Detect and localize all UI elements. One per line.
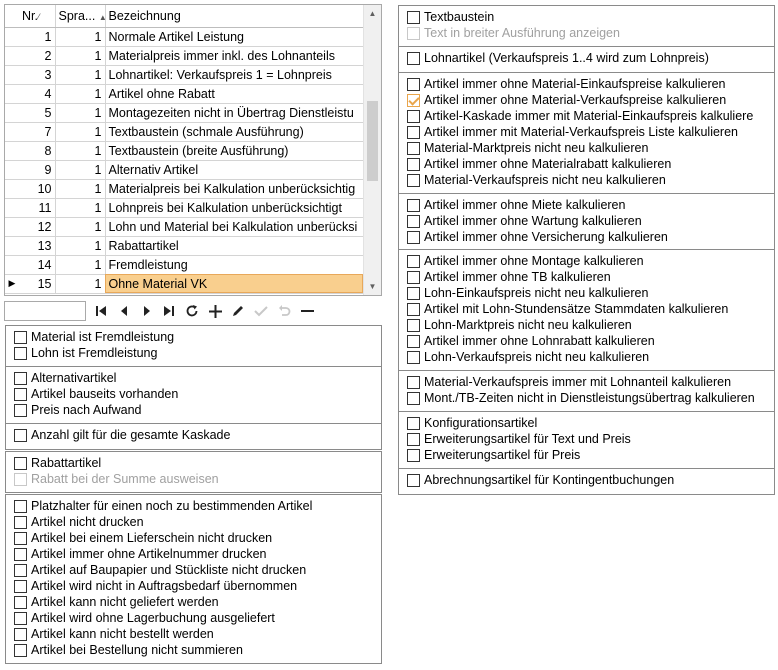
checkbox-label: Mont./TB-Zeiten nicht in Dienstleistungsübertrag kalkulieren bbox=[424, 391, 755, 405]
checkbox-label: Artikel wird nicht in Auftragsbedarf übernommen bbox=[31, 579, 298, 593]
table-row[interactable] bbox=[5, 141, 363, 160]
checkbox-icon[interactable] bbox=[407, 11, 420, 24]
checkbox-icon[interactable] bbox=[407, 110, 420, 123]
checkbox-icon[interactable] bbox=[14, 516, 27, 529]
checkbox-label: Erweiterungsartikel für Text und Preis bbox=[424, 432, 631, 446]
column-header-sprache[interactable]: Spra... ▲ bbox=[55, 5, 105, 27]
sort-ascending-icon: ⁄ bbox=[37, 11, 40, 22]
cell-nr[interactable]: 3 bbox=[19, 65, 55, 84]
cell-nr[interactable]: 2 bbox=[19, 46, 55, 65]
scroll-up-icon[interactable]: ▲ bbox=[368, 9, 377, 18]
checkbox-artikel-immer-mit-material-verkaufspreis-liste-k[interactable] bbox=[407, 124, 774, 140]
checkbox-label: Rabatt bei der Summe ausweisen bbox=[31, 472, 219, 486]
checkbox-icon[interactable] bbox=[14, 564, 27, 577]
miete-wartung-group bbox=[398, 193, 775, 250]
row-indicator bbox=[5, 141, 19, 160]
table-row[interactable] bbox=[5, 122, 363, 141]
grid-table bbox=[5, 5, 364, 294]
cell-nr[interactable]: 9 bbox=[19, 160, 55, 179]
cell-nr[interactable]: 4 bbox=[19, 84, 55, 103]
checkbox-checked-icon[interactable] bbox=[407, 94, 420, 107]
checkbox-lohnartikel-verkaufspreis-1-4-wird-zum-lohnpreis[interactable] bbox=[407, 50, 774, 66]
column-header-nr[interactable]: Nr.⁄ bbox=[19, 5, 55, 27]
cell-sprache[interactable]: 1 bbox=[55, 103, 105, 122]
scroll-down-icon[interactable]: ▼ bbox=[368, 282, 377, 291]
checkbox-preis-nach-aufwand[interactable] bbox=[14, 402, 381, 418]
row-indicator bbox=[5, 236, 19, 255]
cell-sprache[interactable]: 1 bbox=[55, 27, 105, 46]
cell-sprache[interactable]: 1 bbox=[55, 84, 105, 103]
article-type-grid[interactable] bbox=[4, 4, 382, 296]
row-indicator bbox=[5, 46, 19, 65]
checkbox-icon[interactable] bbox=[407, 433, 420, 446]
table-row[interactable] bbox=[5, 160, 363, 179]
checkbox-lohn-ist-fremdleistung[interactable] bbox=[14, 345, 381, 361]
checkbox-icon[interactable] bbox=[407, 335, 420, 348]
checkbox-label: Artikel immer ohne Materialrabatt kalkulieren bbox=[424, 157, 672, 171]
checkbox-label: Konfigurationsartikel bbox=[424, 416, 538, 430]
insert-record-button[interactable] bbox=[204, 299, 226, 323]
row-indicator bbox=[5, 255, 19, 274]
checkbox-icon[interactable] bbox=[407, 142, 420, 155]
checkbox-textbaustein[interactable] bbox=[407, 9, 774, 25]
cell-sprache[interactable]: 1 bbox=[55, 236, 105, 255]
row-indicator bbox=[5, 179, 19, 198]
cell-sprache[interactable]: 1 bbox=[55, 274, 105, 293]
cell-nr[interactable]: 8 bbox=[19, 141, 55, 160]
konfiguration-group bbox=[398, 411, 775, 469]
checkbox-icon[interactable] bbox=[407, 376, 420, 389]
checkbox-label: Artikel immer ohne TB kalkulieren bbox=[424, 270, 611, 284]
checkbox-konfigurationsartikel[interactable] bbox=[407, 415, 774, 431]
checkbox-icon[interactable] bbox=[407, 303, 420, 316]
checkbox-label: Artikel-Kaskade immer mit Material-Einkaufspreis kalkuliere bbox=[424, 109, 754, 123]
checkbox-label: Material ist Fremdleistung bbox=[31, 330, 175, 344]
cell-nr[interactable]: 13 bbox=[19, 236, 55, 255]
checkbox-label: Artikel immer ohne Material-Einkaufspreise kalkulieren bbox=[424, 77, 726, 91]
checkbox-icon[interactable] bbox=[407, 52, 420, 65]
checkbox-icon[interactable] bbox=[14, 612, 27, 625]
table-row[interactable] bbox=[5, 27, 363, 46]
checkbox-icon[interactable] bbox=[14, 372, 27, 385]
table-row[interactable] bbox=[5, 274, 363, 293]
next-record-icon bbox=[142, 305, 152, 317]
checkbox-artikel-immer-ohne-montage-kalkulieren[interactable] bbox=[407, 253, 774, 269]
checkbox-label: Artikel immer ohne Miete kalkulieren bbox=[424, 198, 626, 212]
row-indicator bbox=[5, 160, 19, 179]
checkbox-artikel-immer-ohne-wartung-kalkulieren[interactable] bbox=[407, 213, 774, 229]
material-kalkulation-group bbox=[398, 72, 775, 194]
checkbox-artikel-auf-baupapier-und-stueckliste-nicht-druc[interactable] bbox=[14, 562, 381, 578]
scrollbar-thumb[interactable] bbox=[367, 101, 378, 181]
cell-bezeichnung[interactable]: Normale Artikel Leistung bbox=[105, 27, 363, 46]
checkbox-icon[interactable] bbox=[14, 347, 27, 360]
checkbox-material-ist-fremdleistung[interactable] bbox=[14, 329, 381, 345]
checkbox-platzhalter-fuer-einen-noch-zu-bestimmenden-arti[interactable] bbox=[14, 498, 381, 514]
checkbox-icon[interactable] bbox=[407, 174, 420, 187]
checkbox-artikel-bei-bestellung-nicht-summieren[interactable] bbox=[14, 642, 381, 658]
checkbox-erweiterungsartikel-fuer-preis[interactable] bbox=[407, 447, 774, 463]
kaskade-group bbox=[5, 423, 382, 450]
row-indicator bbox=[5, 217, 19, 236]
checkbox-icon[interactable] bbox=[14, 596, 27, 609]
checkbox-icon[interactable] bbox=[14, 388, 27, 401]
checkbox-label: Artikel auf Baupapier und Stückliste nicht drucken bbox=[31, 563, 307, 577]
checkbox-icon[interactable] bbox=[14, 628, 27, 641]
checkbox-artikel-mit-lohn-stundensaetze-stammdaten-kalkul[interactable] bbox=[407, 301, 774, 317]
checkbox-artikel-immer-ohne-tb-kalkulieren[interactable] bbox=[407, 269, 774, 285]
cell-bezeichnung[interactable]: Lohnartikel: Verkaufspreis 1 = Lohnpreis bbox=[105, 65, 363, 84]
cell-nr[interactable]: 15 bbox=[19, 274, 55, 293]
checkbox-label: Text in breiter Ausführung anzeigen bbox=[424, 26, 620, 40]
checkbox-rabatt-bei-der-summe-ausweisen bbox=[14, 471, 381, 487]
textbaustein-group bbox=[398, 5, 775, 47]
checkbox-icon[interactable] bbox=[14, 644, 27, 657]
cell-bezeichnung[interactable]: Fremdleistung bbox=[105, 255, 363, 274]
refresh-icon bbox=[185, 304, 199, 318]
checkbox-label: Platzhalter für einen noch zu bestimmenden Artikel bbox=[31, 499, 313, 513]
cell-sprache[interactable]: 1 bbox=[55, 122, 105, 141]
checkbox-label: Artikel bei einem Lieferschein nicht drucken bbox=[31, 531, 273, 545]
row-indicator bbox=[5, 27, 19, 46]
table-row[interactable] bbox=[5, 198, 363, 217]
post-record-button[interactable] bbox=[250, 299, 272, 323]
cell-sprache[interactable]: 1 bbox=[55, 255, 105, 274]
cell-sprache[interactable]: 1 bbox=[55, 46, 105, 65]
prior-record-icon bbox=[119, 305, 129, 317]
checkbox-label: Preis nach Aufwand bbox=[31, 403, 142, 417]
cell-bezeichnung[interactable]: Materialpreis bei Kalkulation unberücksichtig bbox=[105, 179, 363, 198]
undo-icon bbox=[278, 304, 291, 318]
table-row[interactable] bbox=[5, 236, 363, 255]
cell-bezeichnung[interactable]: Alternativ Artikel bbox=[105, 160, 363, 179]
checkbox-label: Artikel immer ohne Wartung kalkulieren bbox=[424, 214, 642, 228]
current-row-arrow-icon: ▶ bbox=[8, 278, 16, 288]
checkbox-icon[interactable] bbox=[407, 319, 420, 332]
checkbox-artikel-kann-nicht-bestellt-werden[interactable] bbox=[14, 626, 381, 642]
checkbox-artikel-immer-ohne-miete-kalkulieren[interactable] bbox=[407, 197, 774, 213]
checkbox-label: Lohn-Verkaufspreis nicht neu kalkulieren bbox=[424, 350, 650, 364]
first-record-icon bbox=[95, 305, 107, 317]
checkbox-label: Artikel bauseits vorhanden bbox=[31, 387, 179, 401]
checkbox-material-marktpreis-nicht-neu-kalkulieren[interactable] bbox=[407, 140, 774, 156]
cell-bezeichnung[interactable]: Montagezeiten nicht in Übertrag Dienstleistu bbox=[105, 103, 363, 122]
cell-bezeichnung[interactable]: Materialpreis immer inkl. des Lohnanteils bbox=[105, 46, 363, 65]
cell-nr[interactable]: 5 bbox=[19, 103, 55, 122]
checkbox-mont-tb-zeiten-nicht-in-dienstleistungsuebertrag[interactable] bbox=[407, 390, 774, 406]
checkbox-artikel-immer-ohne-lohnrabatt-kalkulieren[interactable] bbox=[407, 333, 774, 349]
checkbox-lohn-einkaufspreis-nicht-neu-kalkulieren[interactable] bbox=[407, 285, 774, 301]
checkbox-abrechnungsartikel-fuer-kontingentbuchungen[interactable] bbox=[407, 472, 774, 488]
checkbox-label: Lohn ist Fremdleistung bbox=[31, 346, 158, 360]
cell-nr[interactable]: 7 bbox=[19, 122, 55, 141]
checkbox-icon[interactable] bbox=[407, 78, 420, 91]
checkbox-material-verkaufspreis-nicht-neu-kalkulieren[interactable] bbox=[407, 172, 774, 188]
checkbox-artikel-bauseits-vorhanden[interactable] bbox=[14, 386, 381, 402]
grid-vertical-scrollbar[interactable] bbox=[363, 5, 381, 295]
checkbox-label: Material-Verkaufspreis immer mit Lohnanteil kalkulieren bbox=[424, 375, 732, 389]
checkbox-alternativartikel[interactable] bbox=[14, 370, 381, 386]
sort-up-icon: ▲ bbox=[98, 12, 107, 22]
checkbox-icon[interactable] bbox=[407, 231, 420, 244]
checkbox-label: Material-Marktpreis nicht neu kalkulieren bbox=[424, 141, 649, 155]
plus-icon bbox=[209, 305, 222, 318]
cancel-edit-button[interactable] bbox=[273, 299, 295, 323]
checkbox-artikel-immer-ohne-artikelnummer-drucken[interactable] bbox=[14, 546, 381, 562]
cell-nr[interactable]: 10 bbox=[19, 179, 55, 198]
lohnartikel-group bbox=[398, 46, 775, 73]
cell-sprache[interactable]: 1 bbox=[55, 141, 105, 160]
checkbox-icon[interactable] bbox=[407, 417, 420, 430]
checkbox-artikel-kann-nicht-geliefert-werden[interactable] bbox=[14, 594, 381, 610]
checkbox-icon[interactable] bbox=[407, 255, 420, 268]
checkbox-label: Artikel kann nicht geliefert werden bbox=[31, 595, 219, 609]
fremdleistung-group bbox=[5, 325, 382, 367]
checkbox-icon[interactable] bbox=[14, 548, 27, 561]
row-indicator bbox=[5, 65, 19, 84]
prior-record-button[interactable] bbox=[113, 299, 135, 323]
checkbox-label: Artikel wird ohne Lagerbuchung ausgeliefert bbox=[31, 611, 275, 625]
last-record-button[interactable] bbox=[158, 299, 180, 323]
cell-nr[interactable]: 14 bbox=[19, 255, 55, 274]
row-indicator bbox=[5, 84, 19, 103]
table-row[interactable] bbox=[5, 255, 363, 274]
checkbox-icon bbox=[14, 473, 27, 486]
checkbox-icon[interactable] bbox=[407, 199, 420, 212]
next-record-button[interactable] bbox=[136, 299, 158, 323]
checkbox-label: Erweiterungsartikel für Preis bbox=[424, 448, 581, 462]
table-row[interactable] bbox=[5, 179, 363, 198]
row-indicator bbox=[5, 198, 19, 217]
indicator-header bbox=[5, 5, 19, 27]
checkbox-erweiterungsartikel-fuer-text-und-preis[interactable] bbox=[407, 431, 774, 447]
delete-record-button[interactable] bbox=[296, 299, 318, 323]
checkbox-icon[interactable] bbox=[407, 271, 420, 284]
alternativ-group bbox=[5, 366, 382, 424]
checkbox-icon[interactable] bbox=[14, 457, 27, 470]
row-indicator bbox=[5, 103, 19, 122]
checkbox-label: Material-Verkaufspreis nicht neu kalkulieren bbox=[424, 173, 666, 187]
grid-search-input[interactable] bbox=[4, 301, 86, 321]
check-icon bbox=[254, 305, 268, 317]
checkbox-artikel-wird-nicht-in-auftragsbedarf-uebernommen[interactable] bbox=[14, 578, 381, 594]
checkbox-label: Anzahl gilt für die gesamte Kaskade bbox=[31, 428, 231, 442]
checkbox-text-in-breiter-ausfuehrung-anzeigen bbox=[407, 25, 774, 41]
refresh-button[interactable] bbox=[181, 299, 203, 323]
cell-sprache[interactable]: 1 bbox=[55, 198, 105, 217]
cell-nr[interactable]: 11 bbox=[19, 198, 55, 217]
cell-sprache[interactable]: 1 bbox=[55, 217, 105, 236]
row-indicator bbox=[5, 274, 19, 293]
cell-bezeichnung[interactable]: Rabattartikel bbox=[105, 236, 363, 255]
edit-record-button[interactable] bbox=[227, 299, 249, 323]
checkbox-artikel-nicht-drucken[interactable] bbox=[14, 514, 381, 530]
checkbox-lohn-marktpreis-nicht-neu-kalkulieren[interactable] bbox=[407, 317, 774, 333]
checkbox-rabattartikel[interactable] bbox=[14, 455, 381, 471]
checkbox-label: Artikel immer ohne Montage kalkulieren bbox=[424, 254, 644, 268]
checkbox-label: Lohn-Marktpreis nicht neu kalkulieren bbox=[424, 318, 632, 332]
cell-sprache[interactable]: 1 bbox=[55, 65, 105, 84]
checkbox-label: Artikel immer ohne Lohnrabatt kalkulieren bbox=[424, 334, 655, 348]
checkbox-label: Lohn-Einkaufspreis nicht neu kalkulieren bbox=[424, 286, 649, 300]
first-record-button[interactable] bbox=[90, 299, 112, 323]
lohn-kalkulation-group bbox=[398, 249, 775, 371]
checkbox-label: Artikel kann nicht bestellt werden bbox=[31, 627, 214, 641]
minus-icon bbox=[301, 310, 314, 313]
abrechnung-group bbox=[398, 468, 775, 495]
checkbox-artikel-wird-ohne-lagerbuchung-ausgeliefert[interactable] bbox=[14, 610, 381, 626]
checkbox-icon[interactable] bbox=[14, 331, 27, 344]
rabatt-group bbox=[5, 451, 382, 493]
checkbox-icon bbox=[407, 27, 420, 40]
checkbox-artikel-immer-ohne-versicherung-kalkulieren[interactable] bbox=[407, 229, 774, 245]
checkbox-material-verkaufspreis-immer-mit-lohnanteil-kalk[interactable] bbox=[407, 374, 774, 390]
row-indicator bbox=[5, 122, 19, 141]
cell-sprache[interactable]: 1 bbox=[55, 160, 105, 179]
checkbox-artikel-immer-ohne-material-einkaufspreise-kalku[interactable] bbox=[407, 76, 774, 92]
cell-sprache[interactable]: 1 bbox=[55, 179, 105, 198]
cell-nr[interactable]: 12 bbox=[19, 217, 55, 236]
checkbox-icon[interactable] bbox=[14, 404, 27, 417]
column-header-bezeichnung[interactable]: Bezeichnung bbox=[105, 5, 363, 27]
checkbox-icon[interactable] bbox=[407, 351, 420, 364]
druck-lieferung-group bbox=[5, 494, 382, 664]
checkbox-label: Abrechnungsartikel für Kontingentbuchungen bbox=[424, 473, 675, 487]
cell-bezeichnung[interactable]: Textbaustein (schmale Ausführung) bbox=[105, 122, 363, 141]
table-row[interactable] bbox=[5, 46, 363, 65]
table-row[interactable] bbox=[5, 65, 363, 84]
checkbox-icon[interactable] bbox=[407, 449, 420, 462]
checkbox-label: Alternativartikel bbox=[31, 371, 117, 385]
cell-bezeichnung[interactable]: Lohnpreis bei Kalkulation unberücksichtigt bbox=[105, 198, 363, 217]
checkbox-label: Artikel immer ohne Material-Verkaufspreise kalkulieren bbox=[424, 93, 727, 107]
checkbox-artikel-bei-einem-lieferschein-nicht-drucken[interactable] bbox=[14, 530, 381, 546]
checkbox-artikel-immer-ohne-material-verkaufspreise-kalku[interactable] bbox=[407, 92, 774, 108]
checkbox-label: Artikel mit Lohn-Stundensätze Stammdaten kalkulieren bbox=[424, 302, 729, 316]
checkbox-icon[interactable] bbox=[14, 500, 27, 513]
pencil-icon bbox=[231, 304, 245, 318]
checkbox-label: Textbaustein bbox=[424, 10, 495, 24]
checkbox-icon[interactable] bbox=[407, 215, 420, 228]
checkbox-label: Artikel immer ohne Artikelnummer drucken bbox=[31, 547, 267, 561]
cell-bezeichnung[interactable]: Artikel ohne Rabatt bbox=[105, 84, 363, 103]
checkbox-icon[interactable] bbox=[407, 474, 420, 487]
last-record-icon bbox=[163, 305, 175, 317]
checkbox-label: Artikel bei Bestellung nicht summieren bbox=[31, 643, 243, 657]
checkbox-anzahl-gilt-fuer-die-gesamte-kaskade[interactable] bbox=[14, 427, 381, 443]
checkbox-artikel-immer-ohne-materialrabatt-kalkulieren[interactable] bbox=[407, 156, 774, 172]
checkbox-icon[interactable] bbox=[14, 429, 27, 442]
cell-bezeichnung[interactable]: Textbaustein (breite Ausführung) bbox=[105, 141, 363, 160]
grid-header-row bbox=[5, 5, 363, 27]
lohnanteil-group bbox=[398, 370, 775, 412]
grid-body bbox=[5, 27, 363, 293]
checkbox-label: Rabattartikel bbox=[31, 456, 102, 470]
table-row[interactable] bbox=[5, 84, 363, 103]
checkbox-icon[interactable] bbox=[14, 580, 27, 593]
checkbox-label: Lohnartikel (Verkaufspreis 1..4 wird zum Lohnpreis) bbox=[424, 51, 709, 65]
checkbox-label: Artikel nicht drucken bbox=[31, 515, 144, 529]
checkbox-artikel-kaskade-immer-mit-material-einkaufspreis[interactable] bbox=[407, 108, 774, 124]
checkbox-icon[interactable] bbox=[407, 392, 420, 405]
checkbox-icon[interactable] bbox=[407, 126, 420, 139]
checkbox-icon[interactable] bbox=[14, 532, 27, 545]
cell-bezeichnung[interactable]: Lohn und Material bei Kalkulation unberücksi bbox=[105, 217, 363, 236]
cell-nr[interactable]: 1 bbox=[19, 27, 55, 46]
checkbox-icon[interactable] bbox=[407, 158, 420, 171]
table-row[interactable] bbox=[5, 217, 363, 236]
checkbox-icon[interactable] bbox=[407, 287, 420, 300]
checkbox-label: Artikel immer mit Material-Verkaufspreis Liste kalkulieren bbox=[424, 125, 738, 139]
table-row[interactable] bbox=[5, 103, 363, 122]
checkbox-label: Artikel immer ohne Versicherung kalkulieren bbox=[424, 230, 668, 244]
checkbox-lohn-verkaufspreis-nicht-neu-kalkulieren[interactable] bbox=[407, 349, 774, 365]
cell-bezeichnung[interactable]: Ohne Material VK bbox=[105, 274, 363, 293]
